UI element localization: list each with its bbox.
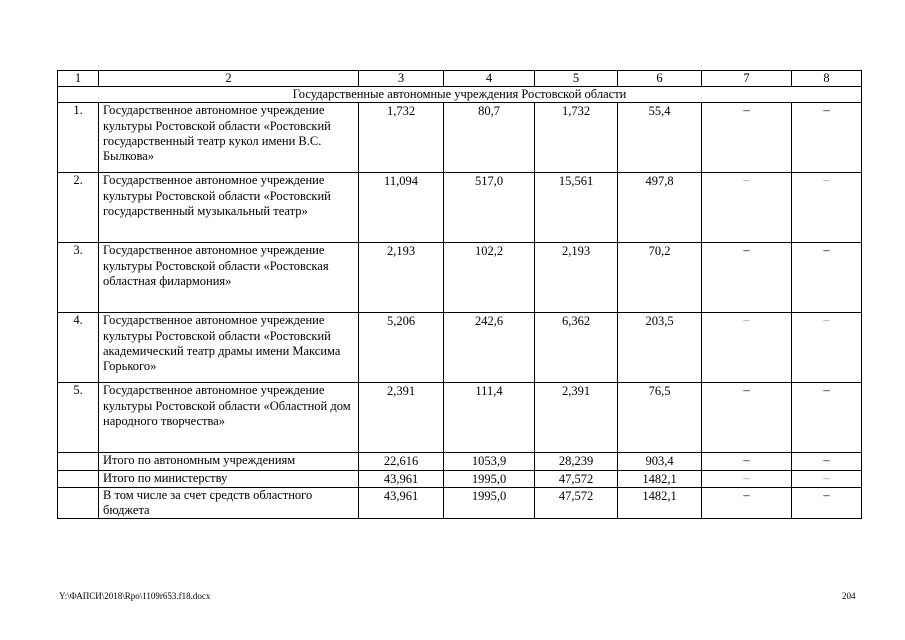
cell-col7: – bbox=[702, 453, 792, 470]
cell-col7: – bbox=[702, 313, 792, 383]
total-row bbox=[58, 487, 862, 518]
row-index: 4. bbox=[58, 313, 99, 383]
cell-col6: 1482,1 bbox=[618, 470, 702, 487]
cell-col6: 76,5 bbox=[618, 383, 702, 453]
total-label: Итого по автономным учреждениям bbox=[99, 453, 359, 470]
cell-col6: 55,4 bbox=[618, 103, 702, 173]
cell-col8: – bbox=[792, 383, 862, 453]
table-row bbox=[58, 103, 862, 173]
cell-col8: – bbox=[792, 313, 862, 383]
header-cell-3: 3 bbox=[359, 71, 444, 87]
row-index-empty bbox=[58, 487, 99, 518]
institution-name: Государственное автономное учреждение культуры Ростовской области «Ростовский государственный музыкальный театр» bbox=[99, 173, 359, 243]
total-label: Итого по министерству bbox=[99, 470, 359, 487]
cell-col8: – bbox=[792, 103, 862, 173]
header-cell-5: 5 bbox=[535, 71, 618, 87]
table-row bbox=[58, 243, 862, 313]
cell-col7: – bbox=[702, 470, 792, 487]
cell-col6: 497,8 bbox=[618, 173, 702, 243]
cell-col3: 1,732 bbox=[359, 103, 444, 173]
cell-col5: 1,732 bbox=[535, 103, 618, 173]
header-cell-4: 4 bbox=[444, 71, 535, 87]
cell-col4: 242,6 bbox=[444, 313, 535, 383]
cell-col8: – bbox=[792, 243, 862, 313]
header-cell-2: 2 bbox=[99, 71, 359, 87]
cell-col4: 1053,9 bbox=[444, 453, 535, 470]
row-index-empty bbox=[58, 470, 99, 487]
total-row bbox=[58, 453, 862, 470]
cell-col3: 2,391 bbox=[359, 383, 444, 453]
total-row bbox=[58, 470, 862, 487]
row-index: 2. bbox=[58, 173, 99, 243]
cell-col7: – bbox=[702, 487, 792, 518]
cell-col3: 43,961 bbox=[359, 487, 444, 518]
cell-col3: 2,193 bbox=[359, 243, 444, 313]
row-index: 5. bbox=[58, 383, 99, 453]
cell-col5: 47,572 bbox=[535, 487, 618, 518]
footer-file-path: Y:\ФАПСИ\2018\Rpo\1109r653.f18.docx bbox=[59, 591, 211, 601]
header-cell-1: 1 bbox=[58, 71, 99, 87]
header-cell-8: 8 bbox=[792, 71, 862, 87]
cell-col8: – bbox=[792, 487, 862, 518]
cell-col5: 15,561 bbox=[535, 173, 618, 243]
cell-col4: 111,4 bbox=[444, 383, 535, 453]
cell-col8: – bbox=[792, 173, 862, 243]
institution-name: Государственное автономное учреждение культуры Ростовской области «Ростовский академический театр драмы имени Максима Горького» bbox=[99, 313, 359, 383]
cell-col5: 47,572 bbox=[535, 470, 618, 487]
cell-col5: 6,362 bbox=[535, 313, 618, 383]
cell-col3: 43,961 bbox=[359, 470, 444, 487]
cell-col5: 2,193 bbox=[535, 243, 618, 313]
institution-name: Государственное автономное учреждение культуры Ростовской области «Областной дом народного творчества» bbox=[99, 383, 359, 453]
cell-col6: 203,5 bbox=[618, 313, 702, 383]
cell-col7: – bbox=[702, 243, 792, 313]
row-index: 1. bbox=[58, 103, 99, 173]
header-cell-6: 6 bbox=[618, 71, 702, 87]
cell-col6: 1482,1 bbox=[618, 487, 702, 518]
cell-col5: 28,239 bbox=[535, 453, 618, 470]
header-cell-7: 7 bbox=[702, 71, 792, 87]
cell-col4: 102,2 bbox=[444, 243, 535, 313]
cell-col4: 1995,0 bbox=[444, 487, 535, 518]
cell-col8: – bbox=[792, 470, 862, 487]
row-index-empty bbox=[58, 453, 99, 470]
cell-col4: 80,7 bbox=[444, 103, 535, 173]
cell-col4: 1995,0 bbox=[444, 470, 535, 487]
cell-col8: – bbox=[792, 453, 862, 470]
total-label: В том числе за счет средств областного бюджета bbox=[99, 487, 359, 518]
cell-col6: 70,2 bbox=[618, 243, 702, 313]
cell-col6: 903,4 bbox=[618, 453, 702, 470]
budget-table bbox=[57, 70, 862, 519]
table-row bbox=[58, 313, 862, 383]
section-row bbox=[58, 87, 862, 103]
cell-col5: 2,391 bbox=[535, 383, 618, 453]
institution-name: Государственное автономное учреждение культуры Ростовской области «Ростовская областная филармония» bbox=[99, 243, 359, 313]
cell-col7: – bbox=[702, 173, 792, 243]
section-title: Государственные автономные учреждения Ростовской области bbox=[58, 87, 862, 103]
table-row bbox=[58, 383, 862, 453]
cell-col4: 517,0 bbox=[444, 173, 535, 243]
header-row bbox=[58, 71, 862, 87]
table-row bbox=[58, 173, 862, 243]
footer-page-number: 204 bbox=[842, 591, 856, 601]
institution-name: Государственное автономное учреждение культуры Ростовской области «Ростовский государственный театр кукол имени В.С. Былкова» bbox=[99, 103, 359, 173]
cell-col3: 11,094 bbox=[359, 173, 444, 243]
cell-col7: – bbox=[702, 383, 792, 453]
cell-col3: 5,206 bbox=[359, 313, 444, 383]
cell-col3: 22,616 bbox=[359, 453, 444, 470]
cell-col7: – bbox=[702, 103, 792, 173]
row-index: 3. bbox=[58, 243, 99, 313]
